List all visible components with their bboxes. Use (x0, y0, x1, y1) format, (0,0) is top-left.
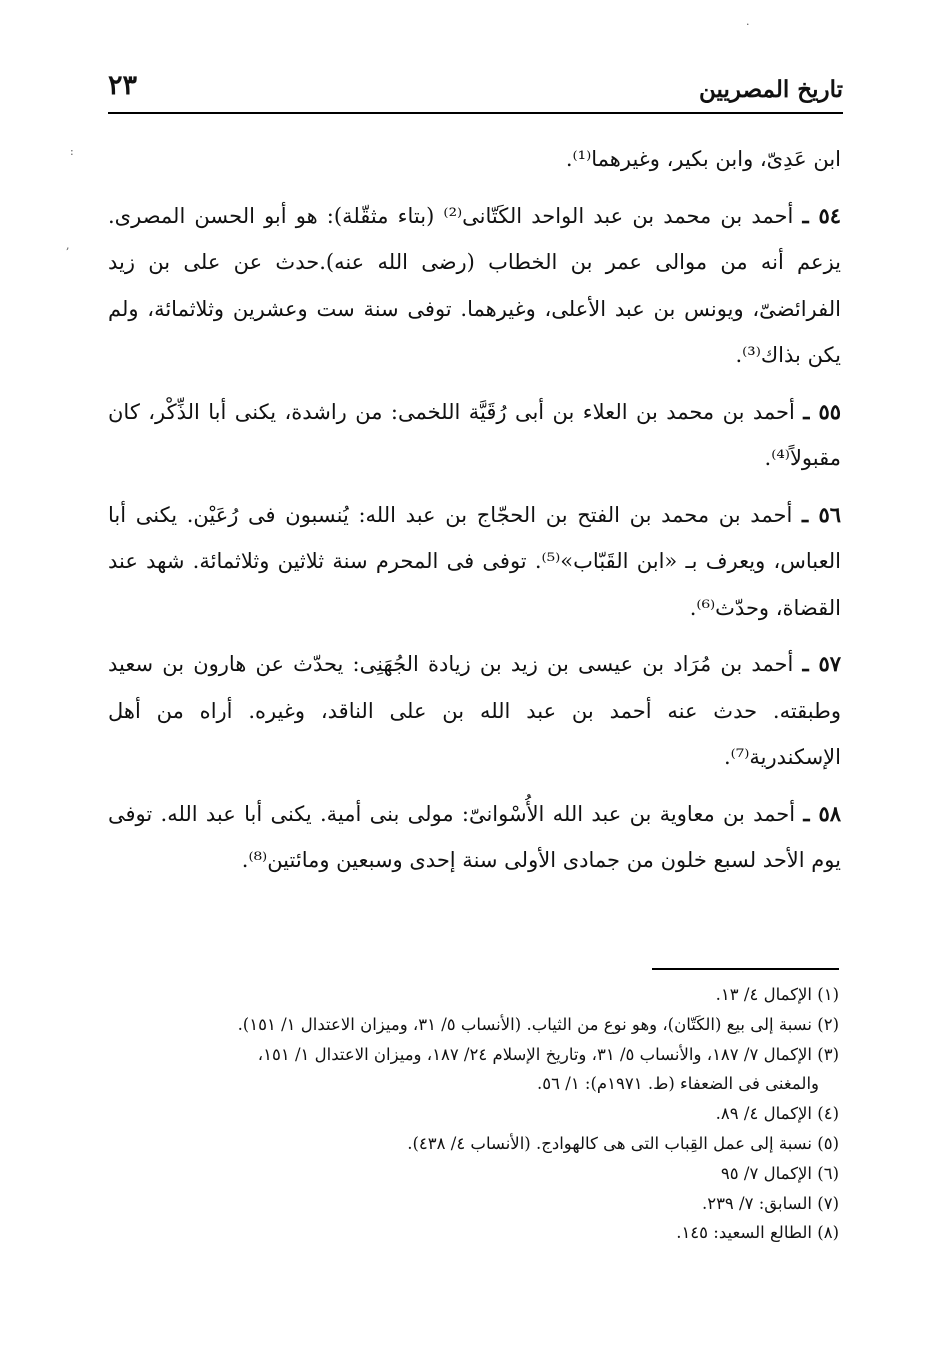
entry-text: أحمد بن محمد بن العلاء بن أبى رُقَيَّة اللخمى: من راشدة، يكنى أبا الذِّكْر، كان مقبولاً⁽⁴⁾. (108, 399, 841, 470)
scan-speck: : (70, 145, 74, 158)
footnote-3-continued: والمغنى فى الضعفاء (ط. ١٩٧١م): ١/ ٥٦. (537, 1074, 819, 1094)
paragraph-gap (108, 379, 841, 389)
scan-speck: . (746, 15, 750, 28)
running-title: تاريخ المصريين (699, 76, 843, 103)
footnote-1: (١) الإكمال ٤/ ١٣. (715, 985, 839, 1004)
entry-text: أحمد بن مُرَاد بن عيسى بن زيد بن زيادة الجُهَنِى: يحدّث عن هارون بن سعيد وطبقته. حدث عنه أحمد بن عبد الله بن على الناقد، وغيره. أراه من أهل الإسكندرية⁽⁷⁾. (108, 652, 841, 769)
entry-number: ٥٨ ـ (803, 800, 841, 826)
main-text (108, 136, 841, 884)
page-number: ٢٣ (108, 70, 138, 101)
footnotes (108, 980, 839, 1248)
footnote-5: (٥) نسبة إلى عمل القِباب التى هى كالهوادج. (الأنساب ٤/ ٤٣٨). (407, 1133, 839, 1153)
scan-speck: , (66, 239, 70, 252)
entry-text: أحمد بن محمد بن الفتح بن الحجّاج بن عبد الله: يُنسبون فى رُعَيْن. يكنى أبا العباس، ويعرف بـ «ابن القَبّاب»⁽⁵⁾. توفى فى المحرم سنة ثلاثين وثلاثمائة. شهد عند القضاة، وحدّث⁽⁶⁾. (108, 502, 841, 620)
header-rule (108, 112, 843, 114)
entry-text: أحمد بن محمد بن عبد الواحد الكَتّانى⁽²⁾ (بتاء مثقّلة): هو أبو الحسن المصرى. يزعم أنه من موالى عمر بن الخطاب (رضى الله عنه).حدث عن على بن زيد الفرائضىّ، ويونس بن عبد الأعلى، وغيرهما. توفى سنة ست وعشرين وثلاثمائة، ولم يكن بذاك⁽³⁾. (108, 203, 841, 367)
continuation-paragraph: ابن عَدِىّ، وابن بكير، وغيرهما⁽¹⁾. (565, 147, 841, 171)
paragraph-gap (108, 781, 841, 791)
entry-56 (108, 492, 841, 632)
footnote-2: (٢) نسبة إلى بيع (الكَتّان)، وهو نوع من الثياب. (الأنساب ٥/ ٣١، وميزان الاعتدال ١/ ١٥١). (237, 1014, 839, 1034)
paragraph-gap (108, 183, 841, 193)
paragraph-gap (108, 482, 841, 492)
entry-55 (108, 389, 841, 482)
footnote-rule (652, 968, 839, 970)
running-header (108, 70, 843, 110)
entry-58 (108, 791, 841, 884)
footnote-8: (٨) الطالع السعيد: ١٤٥. (676, 1223, 839, 1243)
entry-57 (108, 641, 841, 781)
footnote-3: (٣) الإكمال ٧/ ١٨٧، والأنساب ٥/ ٣١، وتاريخ الإسلام ٢٤/ ١٨٧، وميزان الاعتدال ١/ ١٥١، (257, 1044, 839, 1064)
paragraph-gap (108, 631, 841, 641)
entry-54 (108, 193, 841, 379)
entry-number: ٥٧ ـ (802, 651, 841, 676)
entry-number: ٥٦ ـ (801, 501, 841, 527)
entry-text: أحمد بن معاوية بن عبد الله الأُسْوانىّ: مولى بنى أمية. يكنى أبا عبد الله. توفى يوم الأحد لسبع خلون من جمادى الأولى سنة إحدى وسبعين ومائتين⁽⁸⁾. (108, 801, 841, 872)
footnote-7: (٧) السابق: ٧/ ٢٣٩. (701, 1193, 839, 1213)
footnote-4: (٤) الإكمال ٤/ ٨٩. (715, 1104, 839, 1124)
footnote-6: (٦) الإكمال ٧/ ٩٥ (720, 1163, 839, 1183)
entry-number: ٥٥ ـ (803, 398, 841, 424)
entry-number: ٥٤ ـ (802, 202, 842, 228)
